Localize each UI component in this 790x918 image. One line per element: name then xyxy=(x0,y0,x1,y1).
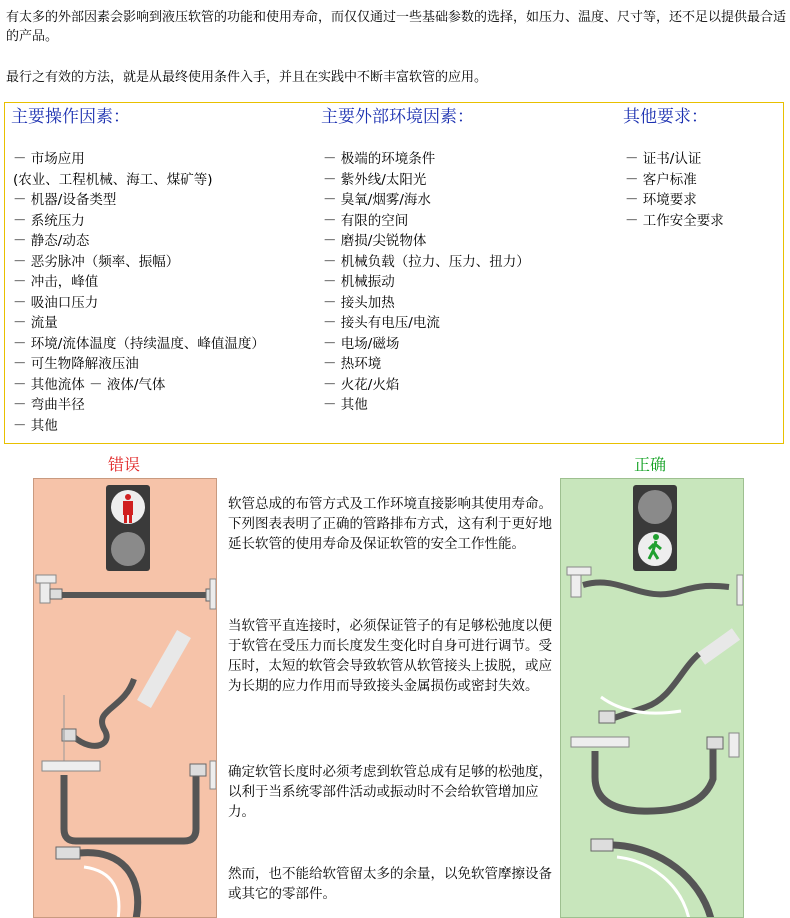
other-requirements-column xyxy=(623,103,783,229)
environment-factors-column xyxy=(321,103,621,413)
hose-length-paragraph: 确定软管长度时必须考虑到软管总成有足够的松弛度，以利于当系统零部件活动或振动时不会给软管增加应力。 xyxy=(228,764,552,820)
environment-item: － 机械振动 xyxy=(323,274,395,290)
operating-item: － 冲击，峰值 xyxy=(13,274,99,290)
environment-item: － 热环境 xyxy=(323,356,382,372)
operating-factors-title: 主要操作因素： xyxy=(11,107,130,127)
straight-connection-paragraph: 当软管平直连接时，必须保证管子的有足够松弛度以便于软管在受压力而长度发生变化时自身可进行调节。受压时，太短的软管会导致软管从软管接头上拔脱，或应为长期的应力作用而导致接头金属损伤或密封失效。 xyxy=(228,618,552,694)
environment-item: － 臭氧/烟雾/海水 xyxy=(323,192,431,208)
wrong-examples-panel xyxy=(33,478,217,918)
other-requirements-title: 其他要求： xyxy=(623,107,708,127)
red-standing-man-signal-icon xyxy=(106,485,150,571)
operating-item: － 其他流体 － 液体/气体 xyxy=(13,376,166,393)
other-item: － 环境要求 xyxy=(625,192,697,208)
operating-item: － 市场应用 xyxy=(13,151,85,167)
other-item: － 证书/认证 xyxy=(625,151,702,167)
operating-factors-column xyxy=(11,103,311,434)
bent-hose-correct-drawing xyxy=(599,634,736,723)
excess-length-paragraph: 然而，也不能给软管留太多的余量，以免软管摩擦设备或其它的零部件。 xyxy=(228,866,552,902)
other-requirements-list xyxy=(625,149,724,231)
u-loop-hose-drawing xyxy=(42,761,216,841)
environment-item: － 其他 xyxy=(323,397,368,413)
intro-paragraph-1: 有太多的外部因素会影响到液压软管的功能和使用寿命，而仅仅通过一些基础参数的选择，如压力、温度、尺寸等，还不足以提供最合适的产品。 xyxy=(6,10,787,44)
operating-item: － 吸油口压力 xyxy=(13,294,99,311)
correct-hose-length-drawing xyxy=(591,839,711,918)
operating-item: － 机器/设备类型 xyxy=(13,192,117,208)
excess-hose-length-drawing xyxy=(56,847,138,918)
environment-item: － 有限的空间 xyxy=(323,212,409,229)
operating-item: － 弯曲半径 xyxy=(13,397,85,413)
operating-item: － 其他 xyxy=(13,417,58,434)
operating-item: － 环境/流体温度（持续温度、峰值温度） xyxy=(13,335,265,352)
slack-straight-hose-drawing xyxy=(567,567,743,605)
operating-item: － 系统压力 xyxy=(13,212,85,229)
wrong-label: 错误 xyxy=(108,455,141,474)
environment-factors-list xyxy=(323,149,530,416)
environment-item: － 极端的环境条件 xyxy=(323,151,436,167)
environment-item: － 火花/火焰 xyxy=(323,376,400,393)
environment-item: － 接头有电压/电流 xyxy=(323,315,440,331)
environment-item: － 接头加热 xyxy=(323,294,395,311)
u-loop-hose-correct-drawing xyxy=(571,733,739,811)
operating-item: － 恶劣脉冲（频率、振幅） xyxy=(13,253,180,270)
routing-intro-paragraph: 软管总成的布管方式及工作环境直接影响其使用寿命。下列图表表明了正确的管路排布方式，这有利于更好地延长软管的使用寿命及保证软管的安全工作性能。 xyxy=(228,496,552,552)
environment-item: － 紫外线/太阳光 xyxy=(323,171,427,188)
bent-hose-short-drawing xyxy=(62,634,184,761)
other-item: － 客户标准 xyxy=(625,171,697,188)
environment-item: － 电场/磁场 xyxy=(323,335,400,352)
straight-hose-too-short-drawing xyxy=(36,575,216,609)
environment-item: － 机械负载（拉力、压力、扭力） xyxy=(323,253,530,270)
factors-box xyxy=(4,102,784,444)
wrong-illustrations xyxy=(34,479,217,918)
operating-item: － 流量 xyxy=(13,315,58,331)
other-item: － 工作安全要求 xyxy=(625,212,724,229)
operating-item: － 可生物降解液压油 xyxy=(13,356,139,372)
green-walking-man-signal-icon xyxy=(633,485,677,571)
intro-paragraph-2: 最行之有效的方法，就是从最终使用条件入手，并且在实践中不断丰富软管的应用。 xyxy=(6,70,488,85)
operating-item: － 静态/动态 xyxy=(13,233,90,249)
environment-factors-title: 主要外部环境因素： xyxy=(321,107,474,127)
operating-factors-list xyxy=(13,149,265,436)
operating-item: (农业、工程机械、海工、煤矿等) xyxy=(13,171,213,188)
right-examples-panel xyxy=(560,478,744,918)
right-label: 正确 xyxy=(634,455,667,474)
right-illustrations xyxy=(561,479,744,918)
environment-item: － 磨损/尖锐物体 xyxy=(323,233,427,249)
